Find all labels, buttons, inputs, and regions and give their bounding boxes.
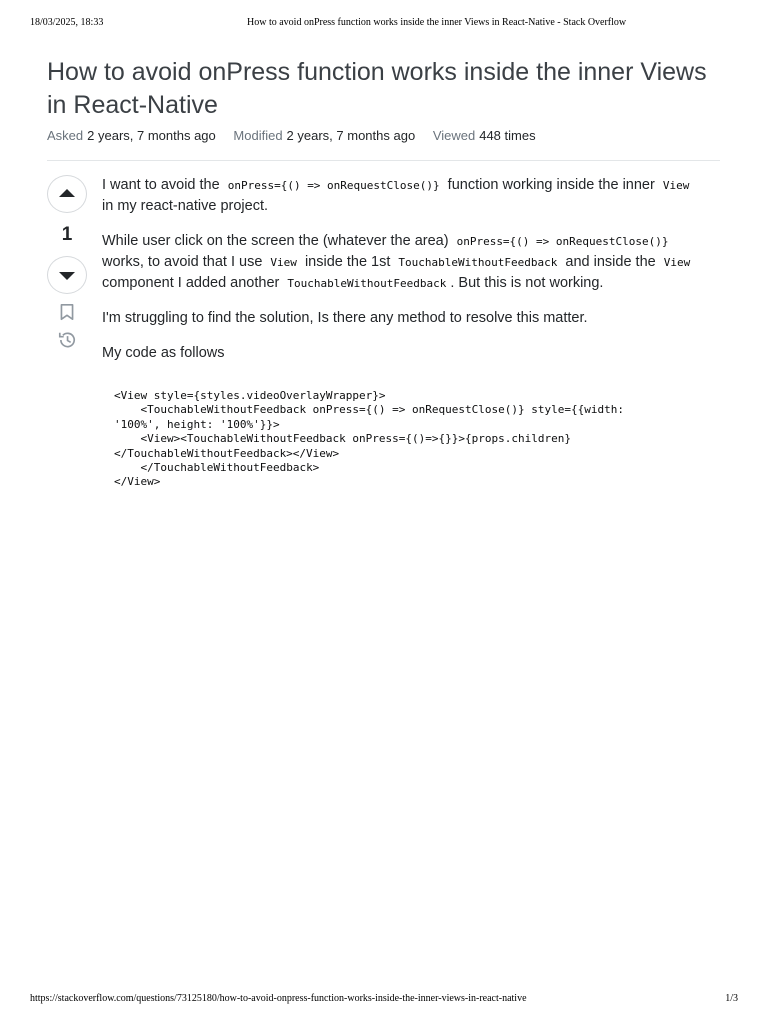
inline-code: TouchableWithoutFeedback [398,256,558,269]
question-body [102,175,702,501]
text: I want to avoid the [102,177,224,193]
text: works, to avoid that I use [102,254,267,270]
inline-code: View [270,256,297,269]
asked-info [47,128,219,143]
paragraph-1 [102,175,702,217]
text: inside the 1st [300,254,395,270]
text: function working inside the inner [443,177,659,193]
header-divider [47,160,720,161]
vote-column [47,175,87,350]
paragraph-4: My code as follows [102,345,225,361]
caret-down-icon [58,266,76,284]
viewed-info [433,128,536,143]
print-datetime: 18/03/2025, 18:33 [30,17,104,28]
question-meta [47,128,550,143]
viewed-value: 448 times [479,128,536,143]
bookmark-icon[interactable] [57,302,77,322]
print-page-number: 1/3 [725,993,738,1004]
code-block: <View style={styles.videoOverlayWrapper}> <TouchableWithoutFeedback onPress={() => onRequestClose()} style={{width: '100%', height: '100%'}}> <View><TouchableWithoutFeedback onPress={()=>{}}>{props.children} </TouchableWithoutFeedback></View> </TouchableWithoutFeedback> </View> [102,378,702,501]
inline-code: onPress={() => onRequestClose()} [227,179,440,192]
text: in my react-native project. [102,198,269,214]
print-url: https://stackoverflow.com/questions/73125180/how-to-avoid-onpress-function-works-inside-the-inner-views-in-react-native [30,993,527,1004]
paragraph-3: I'm struggling to find the solution, Is there any method to resolve this matter. [102,310,588,326]
text: While user click on the screen the (whatever the area) [102,233,453,249]
viewed-label: Viewed [432,128,476,143]
caret-up-icon [58,185,76,203]
downvote-button[interactable] [47,256,87,294]
asked-value[interactable]: 2 years, 7 months ago [87,128,216,143]
print-footer [30,993,738,1004]
asked-label: Asked [47,128,84,143]
text: . But this is not working. [450,275,604,291]
inline-code: TouchableWithoutFeedback [287,277,447,290]
upvote-button[interactable] [47,175,87,213]
paragraph-2 [102,231,702,294]
print-header [30,17,738,28]
vote-count: 1 [61,224,73,245]
text: and inside the [561,254,660,270]
print-page-title: How to avoid onPress function works inside the inner Views in React-Native - Stack Overflow [247,17,627,28]
inline-code: View [663,256,691,269]
text: component I added another [102,275,284,291]
inline-code: onPress={() => onRequestClose()} [456,235,669,248]
modified-value[interactable]: 2 years, 7 months ago [286,128,416,143]
question-title[interactable]: How to avoid onPress function works inside the inner Views in React-Native [47,58,707,119]
inline-code: View [662,179,690,192]
modified-label: Modified [233,128,283,143]
modified-info [233,128,418,143]
history-icon[interactable] [57,330,77,350]
